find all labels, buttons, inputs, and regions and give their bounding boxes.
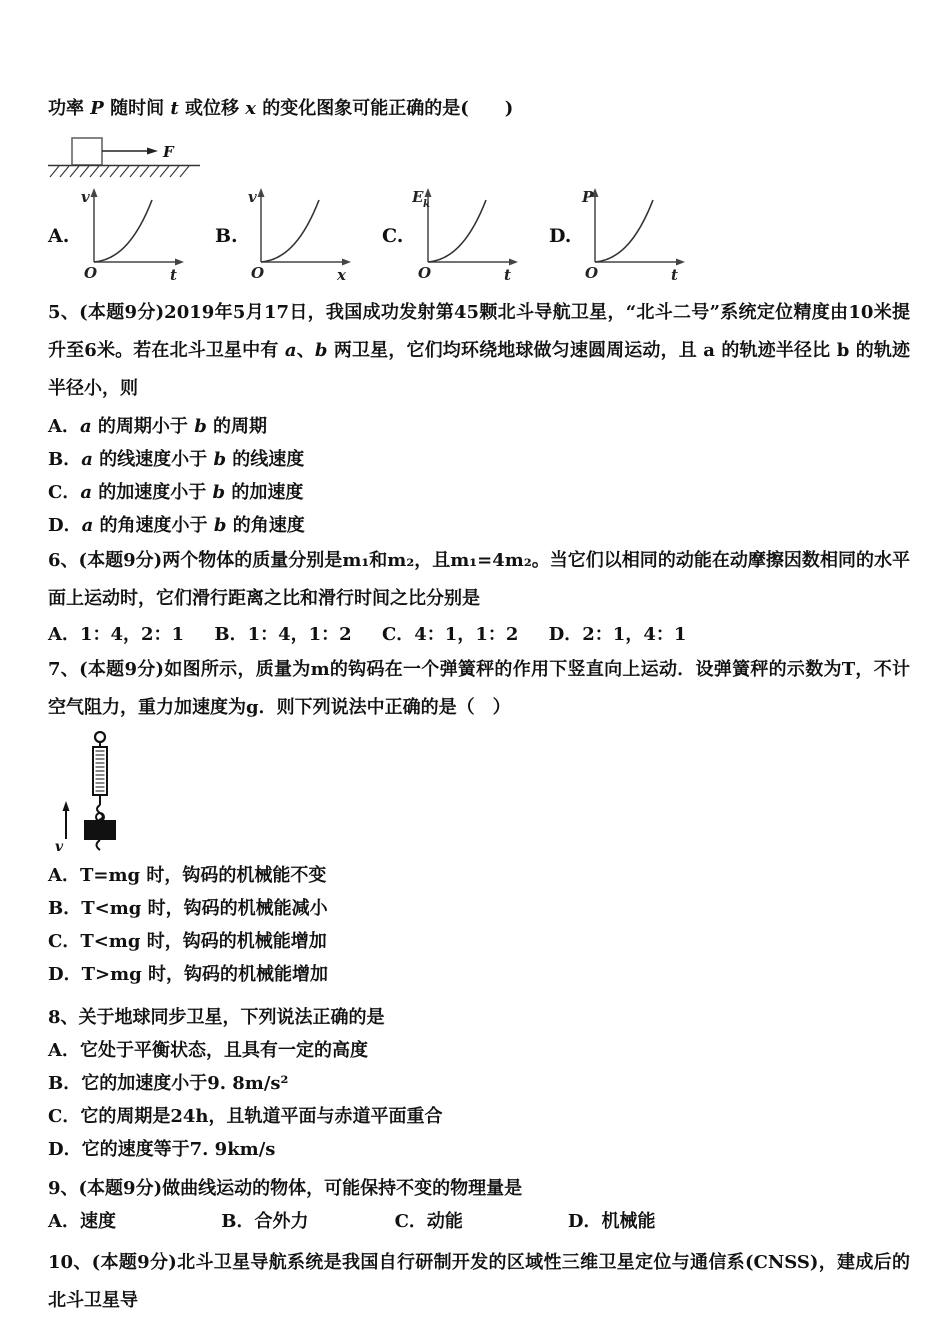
q4-graph-options-row <box>48 188 910 284</box>
graph-option-d <box>549 188 716 284</box>
q9-block <box>48 1172 910 1238</box>
ground-hatching <box>50 166 189 177</box>
y-axis-label-sub: k <box>423 199 430 210</box>
q5-option-d: D．a 的角速度小于 b 的角速度 <box>48 515 305 536</box>
q9-options <box>48 1205 910 1238</box>
y-axis-label: E <box>412 188 424 206</box>
scale-top-ring <box>95 732 105 742</box>
q5-option-a: A．a 的周期小于 b 的周期 <box>48 416 268 437</box>
y-axis-label: v <box>81 188 90 206</box>
velocity-arrow-head <box>63 801 70 811</box>
graph-option-b-label: B. <box>215 225 238 247</box>
velocity-label: v <box>55 839 64 855</box>
q8-title: 8、关于地球同步卫星，下列说法正确的是 <box>48 1007 385 1028</box>
q6-option-c: C．4：1，1：2 <box>381 624 519 645</box>
graph-option-b <box>215 188 382 284</box>
q9-option-b: B．合外力 <box>221 1211 309 1232</box>
q10-text: 10、(本题9分)北斗卫星导航系统是我国自行研制开发的区域性三维卫星定位与通信系(CNSS)，建成后的北斗卫星导 <box>48 1252 910 1311</box>
origin-label: O <box>585 264 599 282</box>
q6-options <box>48 618 910 651</box>
graph-c-ek-t <box>412 188 524 284</box>
block-rect <box>72 138 102 165</box>
curve <box>428 200 486 262</box>
q8-option-b: B．它的加速度小于9. 8m/s² <box>48 1073 289 1094</box>
graph-option-a-label: A. <box>48 225 70 247</box>
spring-scale-diagram <box>54 731 134 857</box>
origin-label: O <box>251 264 265 282</box>
q8-block <box>48 1001 910 1166</box>
q7-option-a: A．T=mg 时，钩码的机械能不变 <box>48 865 327 886</box>
x-axis-label: t <box>170 266 177 284</box>
q7-text: 7、(本题9分)如图所示，质量为m的钩码在一个弹簧秤的作用下竖直向上运动．设弹簧秤的示数为T，不计空气阻力，重力加速度为g．则下列说法中正确的是（ ） <box>48 659 910 718</box>
q7-option-d: D．T>mg 时，钩码的机械能增加 <box>48 964 328 985</box>
q4-block-figure <box>48 134 910 182</box>
graph-option-c-label: C. <box>382 225 404 247</box>
q7-option-b: B．T<mg 时，钩码的机械能减小 <box>48 898 328 919</box>
graph-option-d-label: D. <box>549 225 572 247</box>
q6-text: 6、(本题9分)两个物体的质量分别是m₁和m₂，且m₁=4m₂。当它们以相同的动能在动摩擦因数相同的水平面上运动时，它们滑行距离之比和滑行时间之比分别是 <box>48 550 910 609</box>
y-axis-label: v <box>248 188 257 206</box>
q9-title: 9、(本题9分)做曲线运动的物体，可能保持不变的物理量是 <box>48 1178 523 1199</box>
graph-a-v-t <box>78 188 190 284</box>
x-axis-label: t <box>504 266 511 284</box>
q7-option-c: C．T<mg 时，钩码的机械能增加 <box>48 931 327 952</box>
q7-spring-scale-figure <box>54 731 910 857</box>
q9-option-c: C．动能 <box>394 1211 463 1232</box>
q6-option-d: D．2：1，4：1 <box>548 624 687 645</box>
origin-label: O <box>84 264 98 282</box>
q8-option-a: A．它处于平衡状态，且具有一定的高度 <box>48 1040 368 1061</box>
q5-options <box>48 410 910 542</box>
q5-text: 5、(本题9分)2019年5月17日，我国成功发射第45颗北斗导航卫星，“北斗二号”系统定位精度由10米提升至6米。若在北斗卫星中有 a、b 两卫星，它们均环绕地球做匀速圆周运动，且 a 的轨迹半径比 b 的轨迹半径小，则 <box>48 302 910 399</box>
q5-option-b: B．a 的线速度小于 b 的线速度 <box>48 449 305 470</box>
q4-prompt-line: 功率 P 随时间 t 或位移 x 的变化图象可能正确的是( ) <box>48 98 514 119</box>
y-axis-label: P <box>582 188 594 206</box>
q9-option-a: A．速度 <box>48 1211 116 1232</box>
force-arrow-head <box>147 148 158 155</box>
curve <box>94 200 152 262</box>
q6-option-a: A．1：4，2：1 <box>48 624 185 645</box>
weight-block <box>84 820 116 840</box>
graph-option-c <box>382 188 549 284</box>
weight-bottom-hook <box>97 840 101 850</box>
q5-option-c: C．a 的加速度小于 b 的加速度 <box>48 482 304 503</box>
origin-label: O <box>418 264 432 282</box>
graph-d-p-t <box>579 188 691 284</box>
block-on-ground-diagram <box>48 134 208 182</box>
force-label: F <box>163 143 174 161</box>
q6-option-b: B．1：4，1：2 <box>214 624 352 645</box>
graph-option-a <box>48 188 215 284</box>
q8-option-d: D．它的速度等于7. 9km/s <box>48 1139 276 1160</box>
curve <box>595 200 653 262</box>
curve <box>261 200 319 262</box>
q7-options <box>48 859 910 991</box>
x-axis-label: t <box>671 266 678 284</box>
q8-option-c: C．它的周期是24h，且轨道平面与赤道平面重合 <box>48 1106 443 1127</box>
graph-b-v-x <box>245 188 357 284</box>
q9-option-d: D．机械能 <box>567 1211 656 1232</box>
x-axis-label: x <box>337 266 346 284</box>
